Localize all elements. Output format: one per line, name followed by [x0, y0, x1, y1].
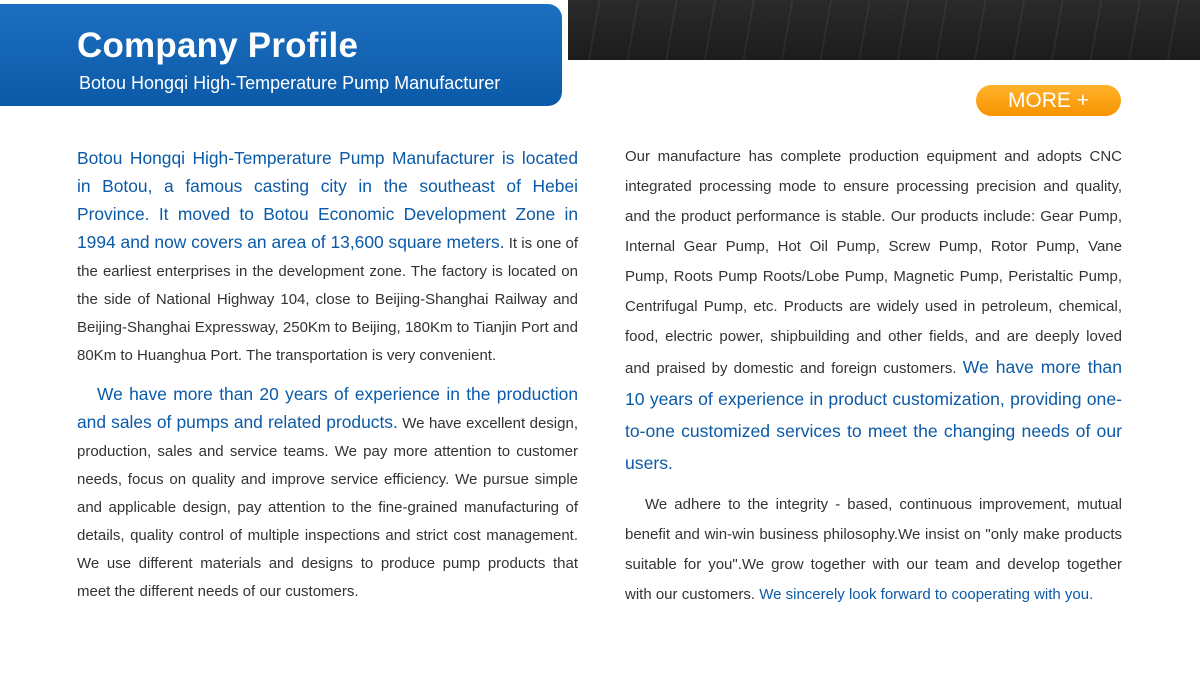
left-paragraph-1: [77, 144, 578, 370]
right-column: [625, 142, 1122, 610]
page-subtitle: Botou Hongqi High-Temperature Pump Manufacturer: [79, 73, 501, 93]
more-button[interactable]: MORE +: [976, 85, 1121, 116]
title-card: [0, 0, 568, 110]
right-paragraph-1-lead: We have more than 10 years of experience in product customization, providing one-to-one customized services to meet the changing needs of our users.: [625, 357, 1122, 473]
right-paragraph-2-body: We adhere to the integrity - based, continuous improvement, mutual benefit and win-win business philosophy.We insist on "only make products suitable for you".We grow together with our team and develop together with our customers.: [625, 496, 1122, 603]
left-paragraph-1-body: It is one of the earliest enterprises in the development zone. The factory is located on the side of National Highway 104, close to Beijing-Shanghai Railway and Beijing-Shanghai Expressway, 250Km to Beijing, 180Km to Tianjin Port and 80Km to Huanghua Port. The transportation is very convenient.: [77, 235, 579, 364]
right-paragraph-2: [625, 490, 1122, 610]
left-paragraph-1-lead: Botou Hongqi High-Temperature Pump Manufacturer is located in Botou, a famous casting city in the southeast of Hebei Province. It moved to Botou Economic Development Zone in 1994 and now covers an area of 13,600 square meters.: [77, 148, 578, 252]
right-paragraph-1-body: Our manufacture has complete production equipment and adopts CNC integrated processing mode to ensure processing precision and quality, and the product performance is stable. Our products include: Gear Pump, Internal Gear Pump, Hot Oil Pump, Screw Pump, Rotor Pump, Vane Pump, Roots Pump Roots/Lobe Pump, Magnetic Pump, Peristaltic Pump, Centrifugal Pump, etc. Products are widely used in petroleum, chemical, food, electric power, shipbuilding and other fields, and are deeply loved and praised by domestic and foreign customers.: [625, 148, 1122, 377]
header-background-texture: [560, 0, 1200, 60]
title-banner: [0, 4, 562, 106]
right-paragraph-2-lead: We sincerely look forward to cooperating with you.: [759, 586, 1094, 603]
left-paragraph-2-body: We have excellent design, production, sales and service teams. We pay more attention to customer needs, focus on quality and improve service efficiency. We pursue simple and applicable design, pay attention to the fine-grained manufacturing of details, quality control of multiple inspections and strict cost management. We use different materials and designs to produce pump products that meet the different needs of our customers.: [77, 415, 578, 600]
left-paragraph-2: [77, 380, 578, 606]
page-title: Company Profile: [77, 26, 359, 65]
left-column: [77, 144, 578, 606]
right-paragraph-1: [625, 142, 1122, 480]
left-paragraph-2-lead: We have more than 20 years of experience in the production and sales of pumps and related products.: [77, 384, 578, 432]
